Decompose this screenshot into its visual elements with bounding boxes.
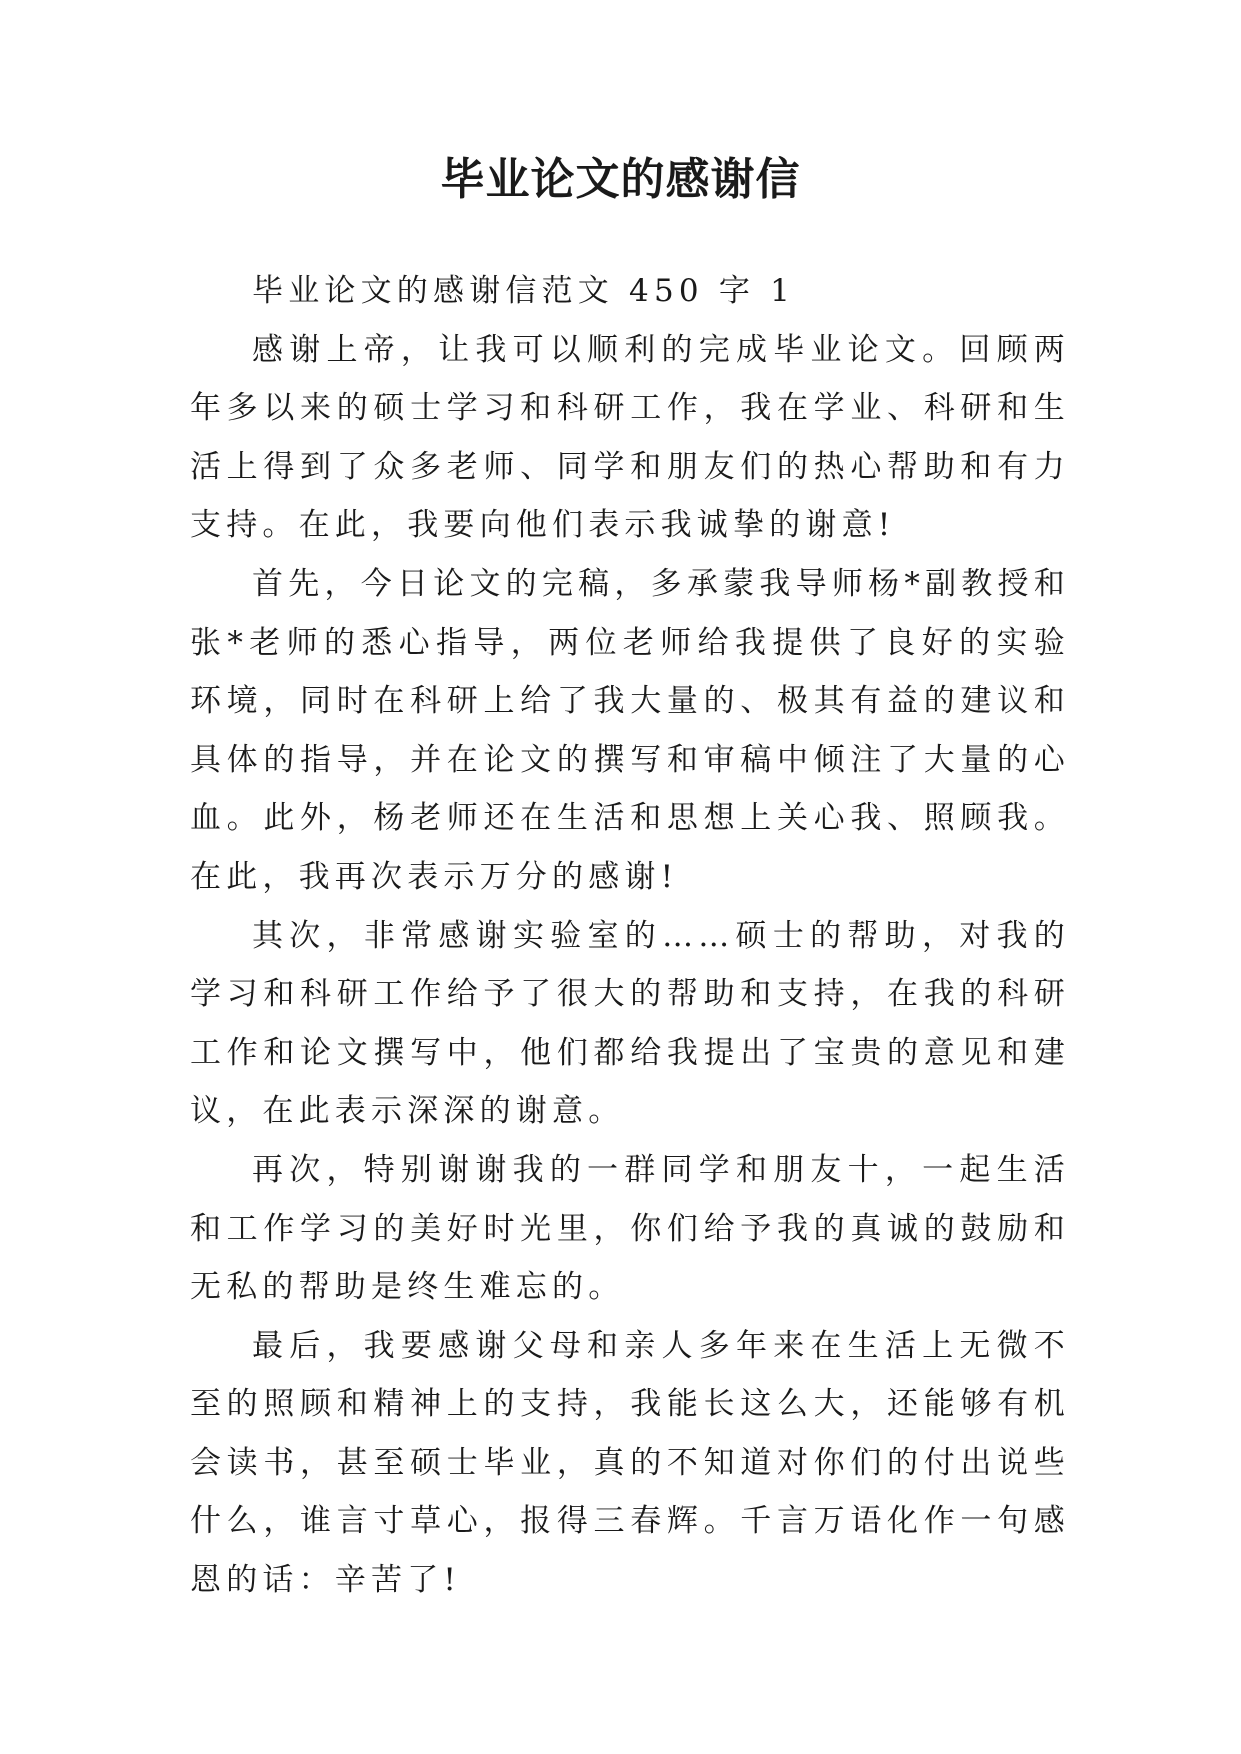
- paragraph-5: 最后，我要感谢父母和亲人多年来在生活上无微不至的照顾和精神上的支持，我能长这么大，还能够有机会读书，甚至硕士毕业，真的不知道对你们的付出说些什么，谁言寸草心，报得三春辉。千言万语化作一句感恩的话：辛苦了!: [190, 1327, 1070, 1599]
- document-body: [190, 262, 1070, 1610]
- paragraph-3: 其次，非常感谢实验室的……硕士的帮助，对我的学习和科研工作给予了很大的帮助和支持，在我的科研工作和论文撰写中，他们都给我提出了宝贵的意见和建议，在此表示深深的谢意。: [190, 917, 1070, 1130]
- document-title: 毕业论文的感谢信: [440, 154, 801, 205]
- paragraph-2: 首先，今日论文的完稿，多承蒙我导师杨*副教授和张*老师的悉心指导，两位老师给我提供了良好的实验环境，同时在科研上给了我大量的、极其有益的建议和具体的指导，并在论文的撰写和审稿中倾注了大量的心血。此外，杨老师还在生活和思想上关心我、照顾我。在此，我再次表示万分的感谢!: [190, 565, 1070, 895]
- paragraph-4: 再次，特别谢谢我的一群同学和朋友十，一起生活和工作学习的美好时光里，你们给予我的真诚的鼓励和无私的帮助是终生难忘的。: [190, 1151, 1070, 1306]
- paragraph-1: 感谢上帝，让我可以顺利的完成毕业论文。回顾两年多以来的硕士学习和科研工作，我在学业、科研和生活上得到了众多老师、同学和朋友们的热心帮助和有力支持。在此，我要向他们表示我诚挚的谢意!: [190, 331, 1070, 544]
- subtitle-line: 毕业论文的感谢信范文 450 字 1: [252, 273, 796, 309]
